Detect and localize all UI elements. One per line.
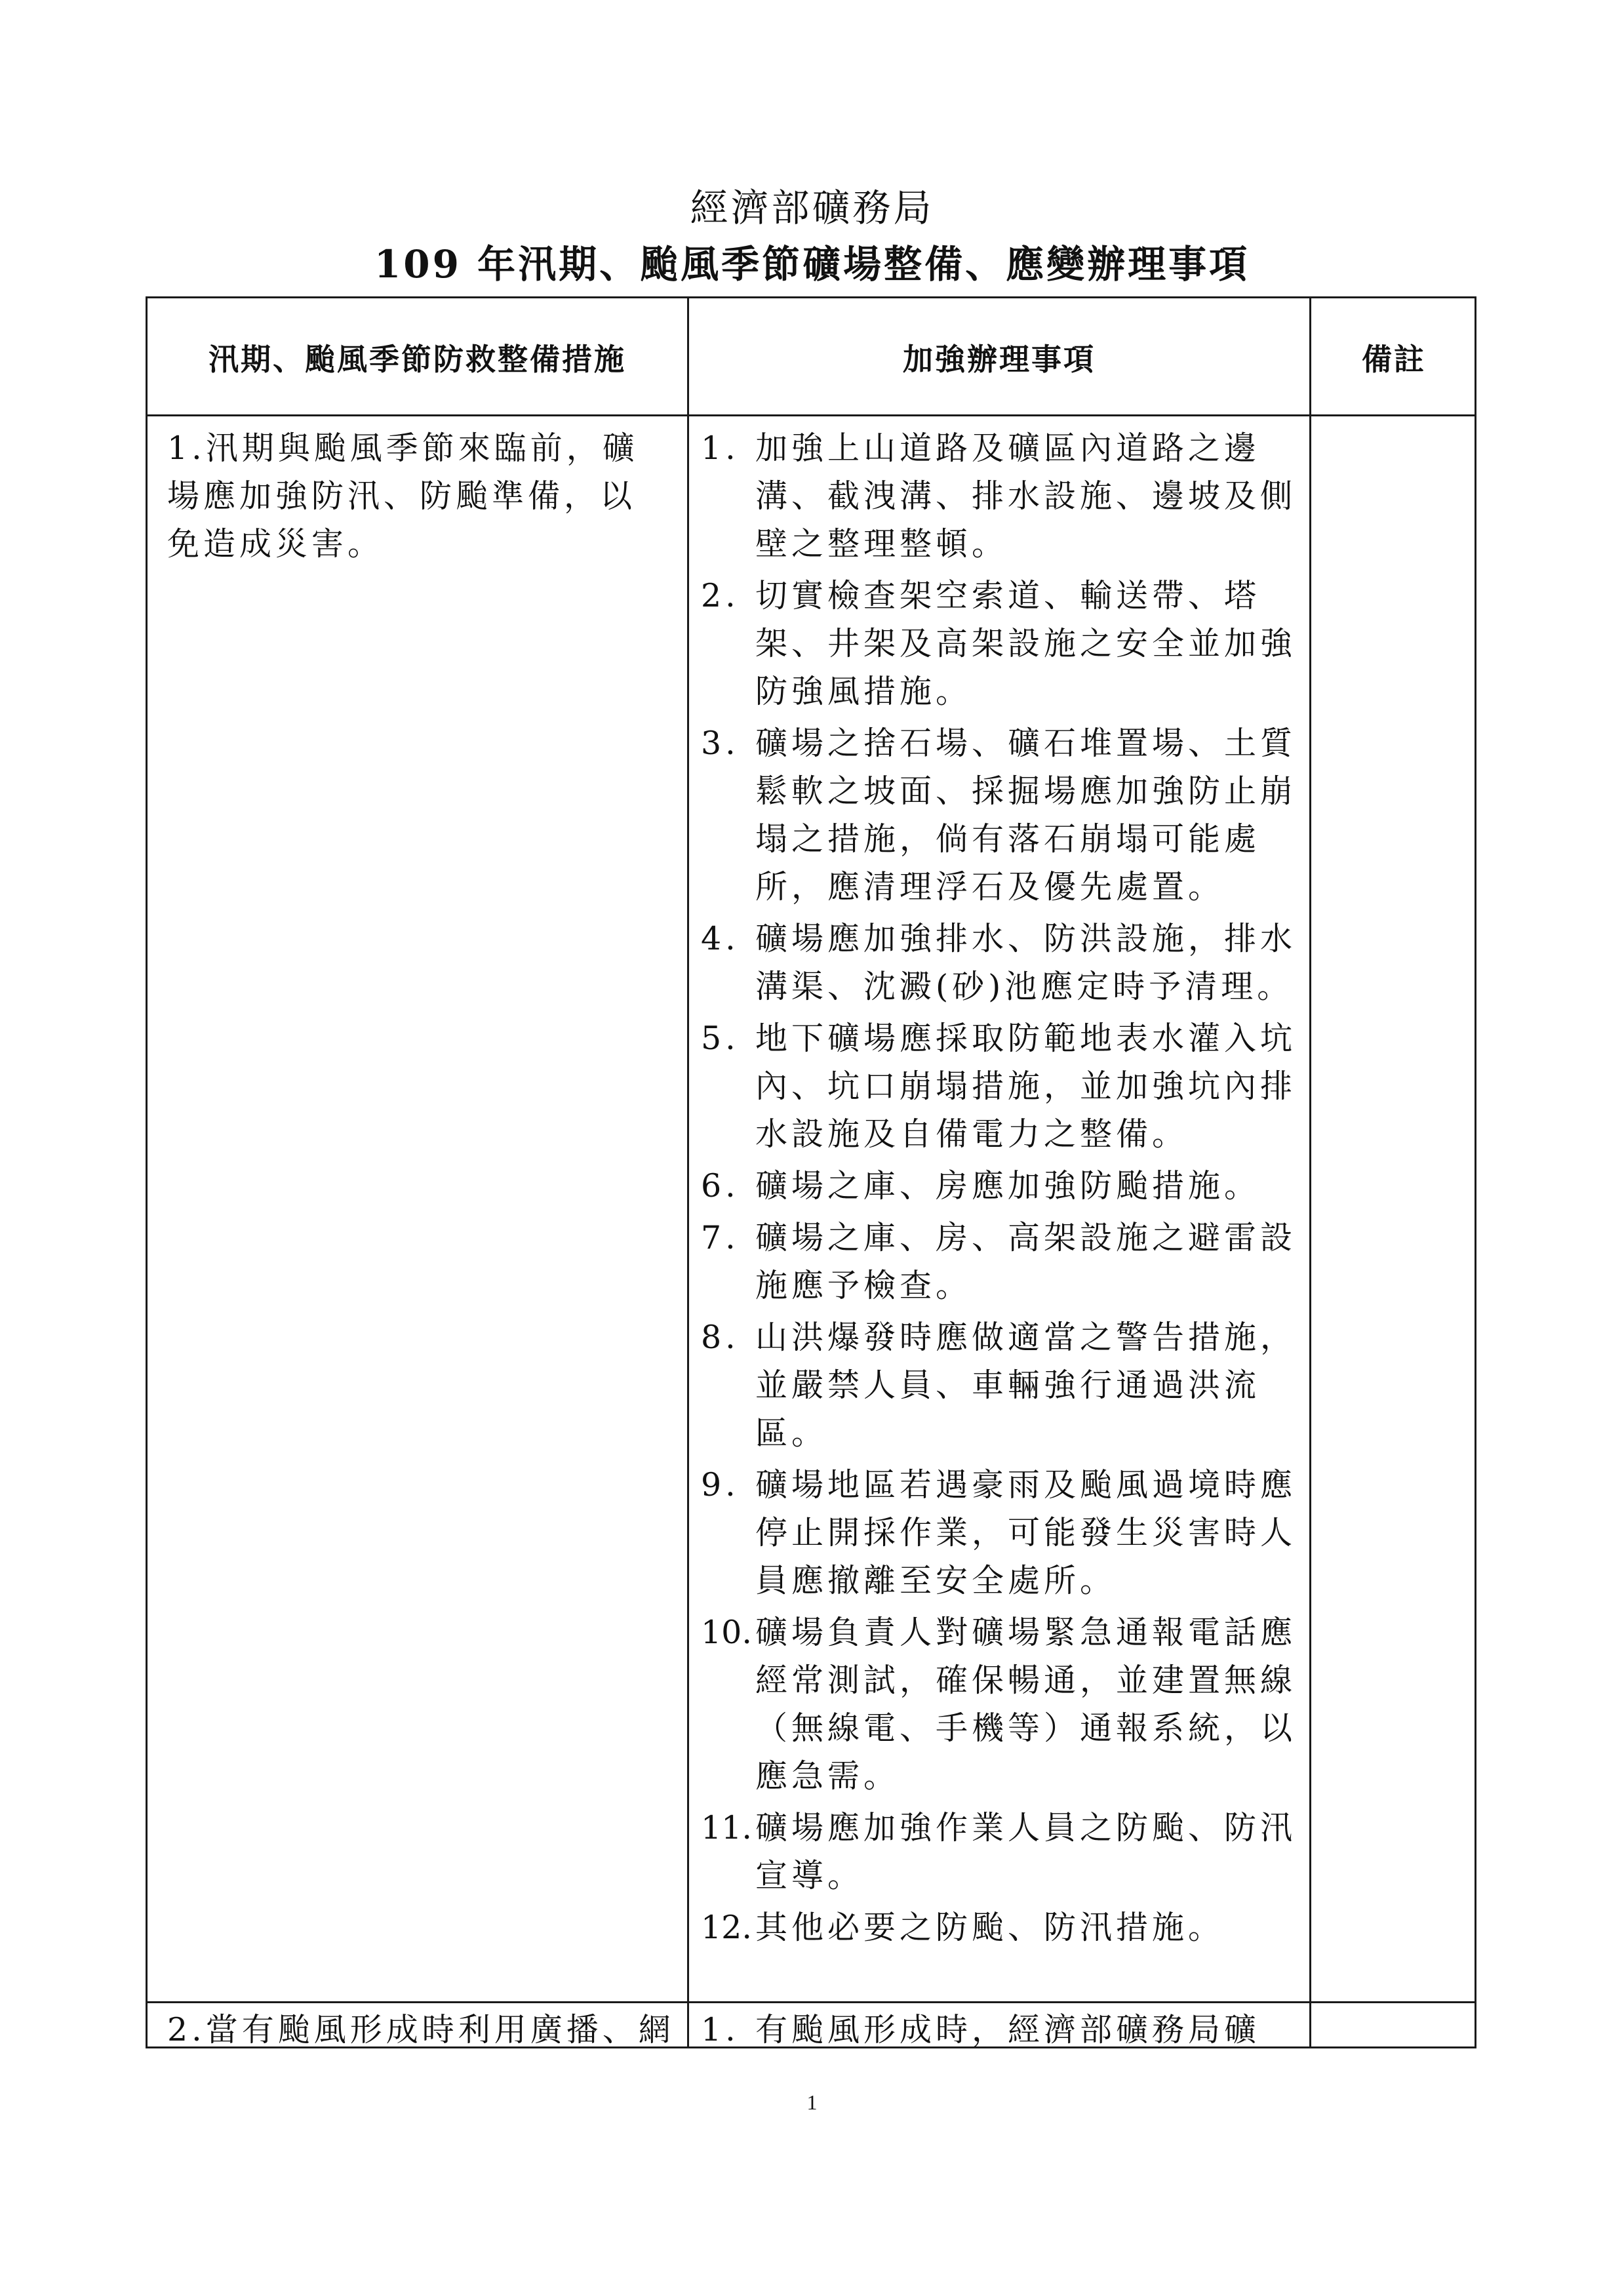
action-item: [701, 1214, 1299, 1309]
item-number: 9.: [701, 1466, 740, 1504]
action-item: [701, 1461, 1299, 1605]
row-2-action-list: [701, 2006, 1299, 2058]
item-number: 5.: [701, 1020, 740, 1057]
row-1-measure: 1.汛期與颱風季節來臨前，礦場應加強防汛、防颱準備，以免造成災害。: [167, 429, 639, 563]
item-text: 山洪爆發時應做適當之警告措施，並嚴禁人員、車輛強行通過洪流區。: [755, 1319, 1297, 1452]
column-header-remarks: 備註: [1362, 342, 1426, 377]
item-text: 礦場地區若遇豪雨及颱風過境時應停止開採作業，可能發生災害時人員應撤離至安全處所。: [755, 1466, 1297, 1599]
action-item: [701, 2006, 1299, 2054]
item-text: 礦場應加強排水、防洪設施，排水溝渠、沈澱(砂)池應定時予清理。: [755, 920, 1297, 1005]
row-2-measure: 2.當有颱風形成時利用廣播、網: [167, 2011, 675, 2048]
row-divider: [148, 2001, 1475, 2003]
item-text: 礦場之捨石場、礦石堆置場、土質鬆軟之坡面、採掘場應加強防止崩塌之措施，倘有落石崩塌可能處所，應清理浮石及優先處置。: [755, 725, 1297, 906]
item-text: 礦場之庫、房、高架設施之避雷設施應予檢查。: [755, 1219, 1297, 1304]
measures-table: [146, 296, 1476, 2048]
column-divider: [1309, 298, 1311, 2046]
column-header-measures: 汛期、颱風季節防救整備措施: [208, 342, 626, 377]
item-number: 4.: [701, 920, 740, 957]
item-number: 7.: [701, 1219, 740, 1256]
action-item: [701, 1162, 1299, 1210]
item-text: 礦場應加強作業人員之防颱、防汛宣導。: [755, 1809, 1297, 1894]
action-item: [701, 1804, 1299, 1900]
item-text: 礦場負責人對礦場緊急通報電話應經常測試，確保暢通，並建置無線（無線電、手機等）通報系統，以應急需。: [755, 1614, 1297, 1795]
item-text: 加強上山道路及礦區內道路之邊溝、截洩溝、排水設施、邊坡及側壁之整理整頓。: [755, 429, 1297, 563]
item-text: 地下礦場應採取防範地表水灌入坑內、坑口崩塌措施，並加強坑內排水設施及自備電力之整備。: [755, 1020, 1297, 1153]
item-text: 切實檢查架空索道、輸送帶、塔架、井架及高架設施之安全並加強防強風措施。: [755, 577, 1297, 710]
action-item: [701, 1608, 1299, 1800]
item-number: 6.: [701, 1167, 740, 1205]
item-text: 礦場之庫、房應加強防颱措施。: [755, 1167, 1261, 1205]
item-number: 8.: [701, 1319, 740, 1356]
action-item: [701, 1904, 1299, 1951]
item-number: 12.: [701, 1909, 752, 1946]
action-item: [701, 1313, 1299, 1457]
action-item: [701, 572, 1299, 715]
action-item: [701, 424, 1299, 568]
item-number: 11.: [701, 1809, 752, 1846]
item-number: 3.: [701, 725, 740, 762]
document-title: 109 年汛期、颱風季節礦場整備、應變辦理事項: [374, 242, 1250, 287]
column-divider: [687, 298, 689, 2046]
action-item: [701, 1014, 1299, 1158]
item-number: 10.: [701, 1614, 752, 1651]
item-text: 其他必要之防颱、防汛措施。: [755, 1909, 1225, 1946]
item-number: 1.: [701, 2011, 740, 2048]
item-number: 2.: [701, 577, 740, 614]
action-item: [701, 915, 1299, 1010]
row-1-action-list: [701, 424, 1299, 1955]
item-number: 1.: [701, 429, 740, 467]
agency-name: 經濟部礦務局: [690, 186, 934, 230]
column-header-actions: 加強辦理事項: [903, 342, 1096, 377]
page-number: 1: [806, 2090, 818, 2114]
action-item: [701, 719, 1299, 911]
item-text: 有颱風形成時，經濟部礦務局礦: [755, 2011, 1261, 2048]
